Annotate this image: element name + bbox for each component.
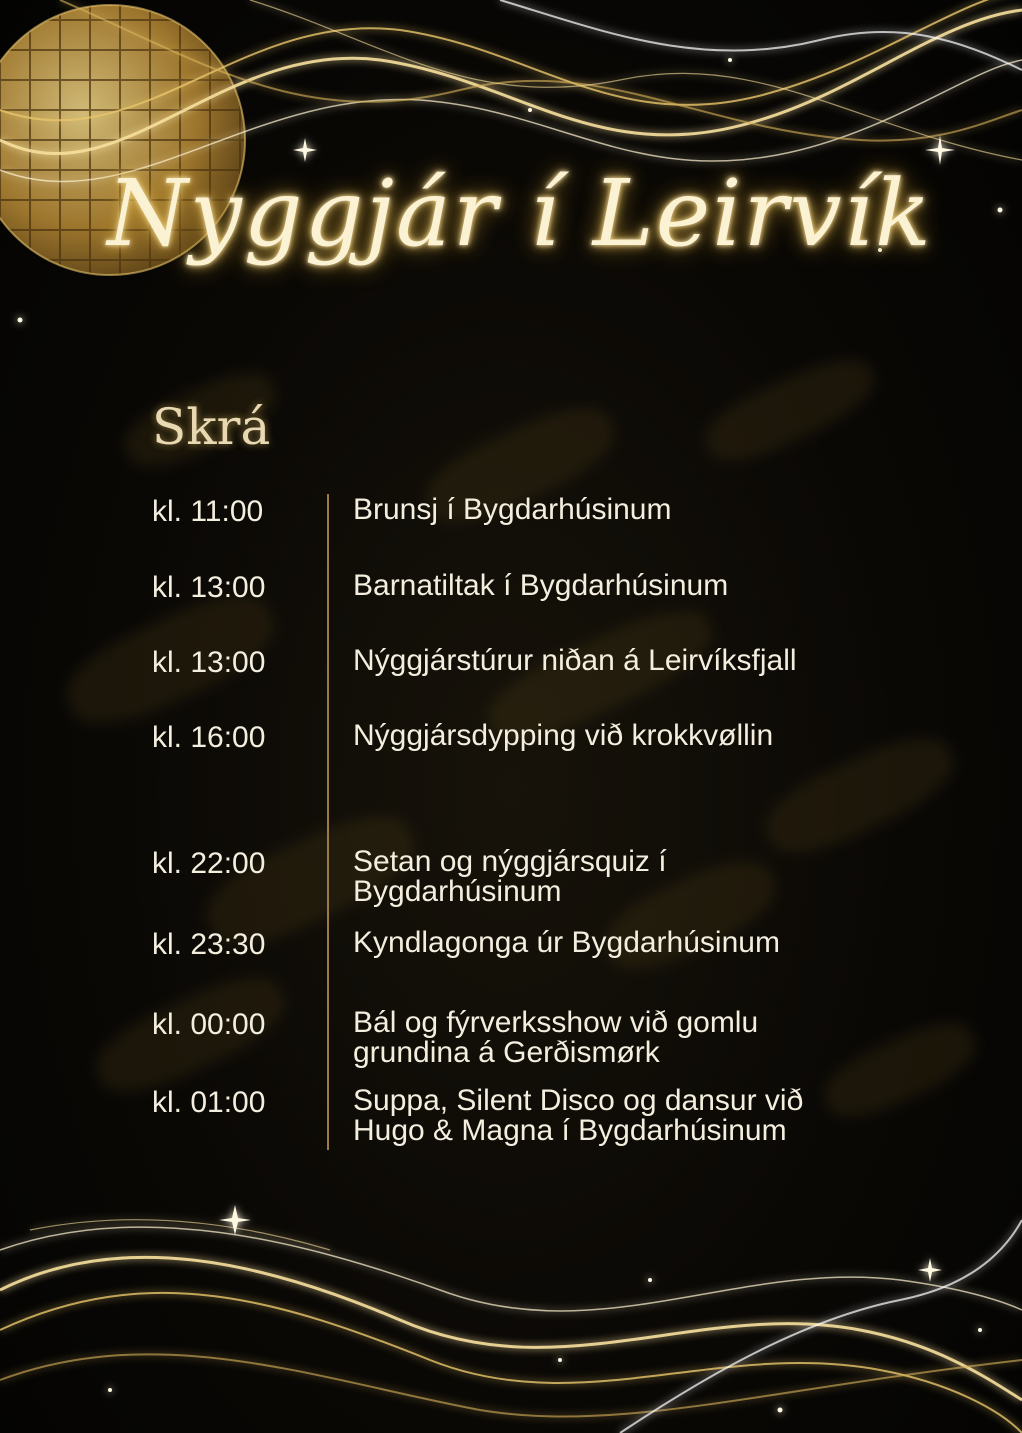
schedule-divider xyxy=(327,494,329,1150)
schedule-time: kl. 22:00 xyxy=(152,847,266,880)
schedule-event: Barnatiltak í Bygdarhúsinum xyxy=(353,569,729,602)
schedule-heading: Skrá xyxy=(152,398,271,456)
schedule-time: kl. 13:00 xyxy=(152,646,266,679)
schedule-time: kl. 11:00 xyxy=(152,495,264,528)
schedule-time: kl. 23:30 xyxy=(152,928,266,961)
schedule-event: Brunsj í Bygdarhúsinum xyxy=(353,493,672,526)
schedule-event: Suppa, Silent Disco og dansur við Hugo & Magna í Bygdarhúsinum xyxy=(353,1084,804,1147)
bottom-light-waves xyxy=(0,1220,1022,1433)
schedule-time: kl. 01:00 xyxy=(152,1086,266,1119)
poster-title: Nyggjár í Leirvík xyxy=(107,160,933,267)
schedule-event: Bál og fýrverksshow við gomlu grundina á Gerðismørk xyxy=(353,1006,759,1069)
schedule-time: kl. 13:00 xyxy=(152,571,266,604)
schedule-event: Nýggjársdypping við krokkvøllin xyxy=(353,719,774,752)
schedule-time: kl. 16:00 xyxy=(152,721,266,754)
schedule-event: Nýggjárstúrur niðan á Leirvíksfjall xyxy=(353,644,797,677)
schedule-event: Kyndlagonga úr Bygdarhúsinum xyxy=(353,926,780,959)
schedule-event: Setan og nýggjársquiz í Bygdarhúsinum xyxy=(353,845,667,908)
schedule-time: kl. 00:00 xyxy=(152,1008,266,1041)
